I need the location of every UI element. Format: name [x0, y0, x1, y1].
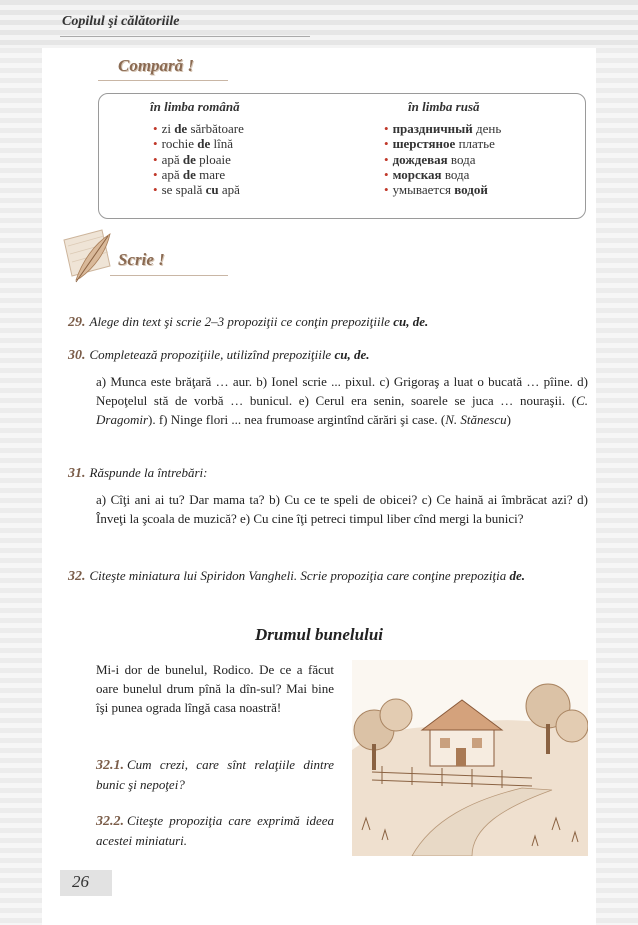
story-text: Mi-i dor de bunelul, Rodico. De ce a făcut oare bunelul drum pînă la dîn-sul? Mai bine îşi punea ograda lîngă casa noastră! [96, 662, 334, 715]
russian-list [384, 121, 501, 197]
question-32-1: 32.1. Cum crezi, care sînt relaţiile dintre bunic şi nepoţei? [96, 757, 334, 792]
exercise-32: 32. Citeşte miniatura lui Spiridon Vangheli. Scrie propoziţia care conţine prepoziţia de. [68, 568, 525, 584]
romanian-column-title: în limba română [150, 99, 240, 114]
quill-icon [58, 226, 116, 288]
bullet-icon: • [153, 182, 158, 198]
write-heading: Scrie ! [118, 250, 165, 269]
bullet-icon: • [384, 166, 389, 182]
bullet-icon: • [384, 136, 389, 152]
village-illustration [352, 660, 588, 856]
list-item: • apă de mare [153, 166, 226, 182]
list-item: • дождевая вода [384, 151, 476, 167]
list-item: • умывается водой [384, 182, 488, 198]
list-item: • шерстяное платье [384, 136, 495, 152]
list-item: • se spală cu apă [153, 182, 240, 198]
exercise-29: 29. Alege din text şi scrie 2–3 propoziţii ce conţin prepoziţiile cu, de. [68, 314, 429, 330]
list-item: • праздничный день [384, 121, 502, 136]
exercise-30-body: a) Munca este brăţară … aur. b) Ionel scrie ... pixul. c) Grigoraş a luat o bucată … pîine. d) Nepoţelul stă de vorbă … bunicul. e) Cerul era senin, soarele se juca … nouraşii. (C. Dragomir). f) Ninge flori ... nea frumoase argintînd cărări şi case. (N. Stănescu) [96, 374, 588, 427]
exercise-31: 31. Răspunde la întrebări: [68, 465, 208, 481]
list-item: • rochie de lînă [153, 136, 234, 152]
page-number: 26 [72, 872, 89, 891]
bullet-icon: • [153, 151, 158, 167]
list-item: • морская вода [384, 166, 470, 182]
bullet-icon: • [153, 136, 158, 152]
bullet-icon: • [153, 121, 158, 136]
bullet-icon: • [384, 182, 389, 198]
header-divider [60, 36, 310, 37]
bullet-icon: • [384, 151, 389, 167]
bullet-icon: • [153, 166, 158, 182]
russian-column-title: în limba rusă [408, 99, 480, 114]
list-item: • zi de sărbătoare [153, 121, 244, 136]
exercise-30: 30. Completează propoziţiile, utilizînd prepoziţiile cu, de. [68, 347, 370, 363]
compare-heading: Compară ! [118, 56, 195, 75]
left-margin-band [0, 48, 42, 925]
list-item: • apă de ploaie [153, 151, 231, 167]
bullet-icon: • [384, 121, 389, 136]
exercise-31-body: a) Cîţi ani ai tu? Dar mama ta? b) Cu ce te speli de obicei? c) Ce haină ai îmbrăcat azi? d) Înveţi la şcoala de muzică? e) Cu cine îţi petreci timpul liber cînd mergi la bunici? [96, 492, 588, 526]
question-32-2: 32.2. Citeşte propoziţia care exprimă ideea acestei miniaturi. [96, 813, 334, 848]
romanian-list [153, 121, 244, 197]
compare-heading-underline [98, 80, 228, 81]
right-margin-band [596, 48, 638, 925]
story-title: Drumul bunelului [254, 625, 384, 644]
running-header: Copilul şi călătoriile [62, 14, 180, 29]
write-heading-underline [110, 275, 228, 276]
